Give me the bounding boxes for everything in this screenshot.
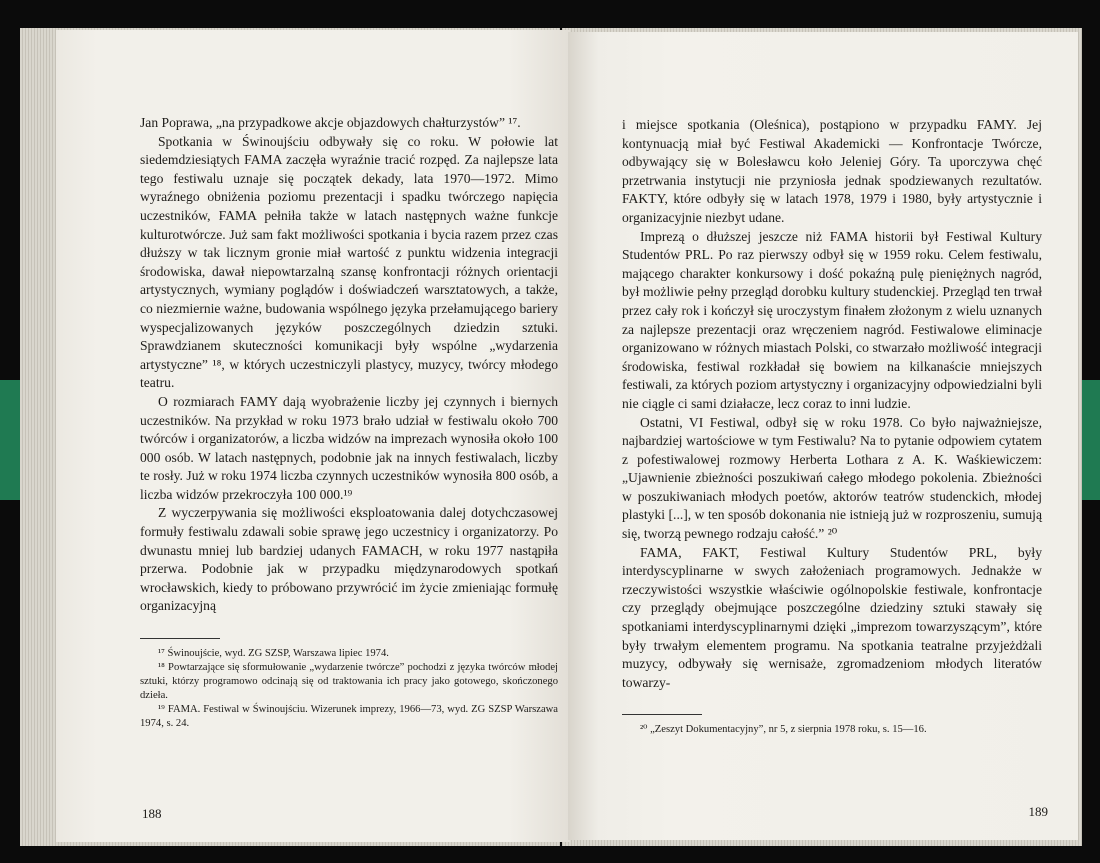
footnote: ¹⁸ Powtarzające się sformułowanie „wydarzenie twórcze” pochodzi z języka twórców młodej sztuki, którzy programowo odcinają się od traktowania ich pracy jako gotowego, skończonego dzieła. (140, 662, 558, 702)
right-page (568, 32, 1078, 840)
page-number-left: 188 (142, 806, 162, 821)
footnote-divider (140, 638, 220, 639)
background-edge-left (0, 380, 22, 500)
paragraph: FAMA, FAKT, Festiwal Kultury Studentów PRL, były interdyscyplinarne w swych założeniach programowych. Jednakże w rzeczywistości wszystkie właściwie ogólnopolskie festiwale, konfrontacje czy przeglądy obejmujące poszczególne dziedziny sztuki stawały się spotkaniami interdyscyplinarnymi dzięki „imprezom towarzyszącym”, które były trwałym elementem programu. Na spotkania teatralne przyjeżdżali muzycy, odbywały się wernisaże, zgromadzeniom młodych literatów towarzy- (622, 544, 1042, 690)
left-page (56, 30, 570, 842)
footnote: ¹⁷ Świnoujście, wyd. ZG SZSP, Warszawa lipiec 1974. (158, 648, 389, 660)
footnote: ¹⁹ FAMA. Festiwal w Świnoujściu. Wizerunek imprezy, 1966—73, wyd. ZG SZSP Warszawa 1974, s. 24. (140, 704, 558, 730)
paragraph: Jan Poprawa, „na przypadkowe akcje objazdowych chałturzystów” ¹⁷. (140, 115, 521, 130)
open-book (20, 18, 1082, 848)
page-number-right: 189 (1028, 804, 1048, 819)
paragraph: Spotkania w Świnoujściu odbywały się co roku. W połowie lat siedemdziesiątych FAMA zaczęła wyraźnie tracić rozpęd. Za najlepsze lata tego festiwalu uznaje się początek dekady, lata 1970—1972. Mimo wyraźnego obniżenia poziomu prezentacji i spadku twórczego napięcia uczestników, FAMA pełniła także w latach następnych ważne funkcje kulturotwórcze. Już sam fakt możliwości spotkania i bycia razem przez czas dłuższy w tak licznym gronie miał wartość z punktu widzenia integracji środowiska, dawał niepowtarzalną szansę konfrontacji różnych orientacji artystycznych, wymiany poglądów i doświadczeń warsztatowych, a także, co niezmiernie ważne, budowania wspólnego języka przełamującego bariery wyspecjalizowanych języków poszczególnych dziedzin sztuki. Sprawdzianem skuteczności komunikacji były wspólne „wydarzenia artystyczne” ¹⁸, w których uczestniczyli plastycy, muzycy, twórcy młodego teatru. (140, 133, 558, 391)
footnote-divider (622, 714, 702, 715)
left-page-text (140, 114, 558, 731)
footnote: ²⁰ „Zeszyt Dokumentacyjny”, nr 5, z sierpnia 1978 roku, s. 15—16. (640, 724, 927, 736)
paragraph: i miejsce spotkania (Oleśnica), postąpiono w przypadku FAMY. Jej kontynuacją miał być Festiwal Akademicki — Konfrontacje Twórcze, odbywający się w Bolesławcu koło Jeleniej Góry. Ta uporczywa chęć przetrwania instytucji nie przyniosła jednak spodziewanych rezultatów. FAKTY, które odbyły się w latach 1978, 1979 i 1980, były artystycznie i organizacyjnie niezbyt udane. (622, 117, 1042, 225)
paragraph: Imprezą o dłuższej jeszcze niż FAMA historii był Festiwal Kultury Studentów PRL. Po raz pierwszy odbył się w 1959 roku. Celem festiwalu, mającego charakter konkursowy i dość pokaźną pulę pieniężnych nagród, był możliwie pełny przegląd dorobku kultury studenckiej. Przegląd ten trwał przez cały rok i kończył się uroczystym finałem złożonym z wielu uznanych za najlepsze prezentacji oraz wręczeniem nagród. Festiwalowe eliminacje organizowano w różnych miastach Polski, co stwarzało możliwość integracji środowiska, festiwal rozkładał się bowiem na kilkanaście mniejszych festiwali, za których poziom artystyczny i organizacyjny odpowiedzialni byli nie ciągle ci sami działacze, lecz coraz to inni ludzie. (622, 228, 1042, 411)
paragraph: Ostatni, VI Festiwal, odbył się w roku 1978. Co było najważniejsze, najbardziej wartościowe w tym Festiwalu? Na to pytanie odpowiem cytatem z pofestiwalowej rozmowy Herberta Lothara z A. K. Waśkiewiczem: „Ujawnienie zbieżności poszukiwań całego młodego pokolenia. Zbieżności w poszukiwaniach młodych poetów, aktorów teatrów studenckich, młodej plastyki [...], w ten sposób dokonania nie istnieją już w rozproszeniu, sumują się, tworzą pewnego rodzaju całość.” ²⁰ (622, 414, 1042, 542)
paragraph: Z wyczerpywania się możliwości eksploatowania dalej dotychczasowej formuły festiwalu zdawali sobie sprawę jego uczestnicy i organizatorzy. Po dwunastu mniej lub bardziej udanych FAMACH, w roku 1977 nastąpiła przerwa. Podobnie jak w przypadku międzynarodowych spotkań wrocławskich, kiedy to próbowano przywrócić im życie zmieniając formułę organizacyjną (140, 505, 558, 614)
right-page-text (622, 116, 1042, 737)
paragraph: O rozmiarach FAMY dają wyobrażenie liczby jej czynnych i biernych uczestników. Na przykład w roku 1973 brało udział w festiwalu około 700 twórców i organizatorów, a liczba widzów na imprezach wynosiła około 100 000 osób. W latach następnych, podobnie jak na innych festiwalach, liczby te rosły. Już w roku 1974 liczba czynnych uczestników wynosiła 800 osób, a liczba widzów przekroczyła 100 000.¹⁹ (140, 393, 558, 502)
